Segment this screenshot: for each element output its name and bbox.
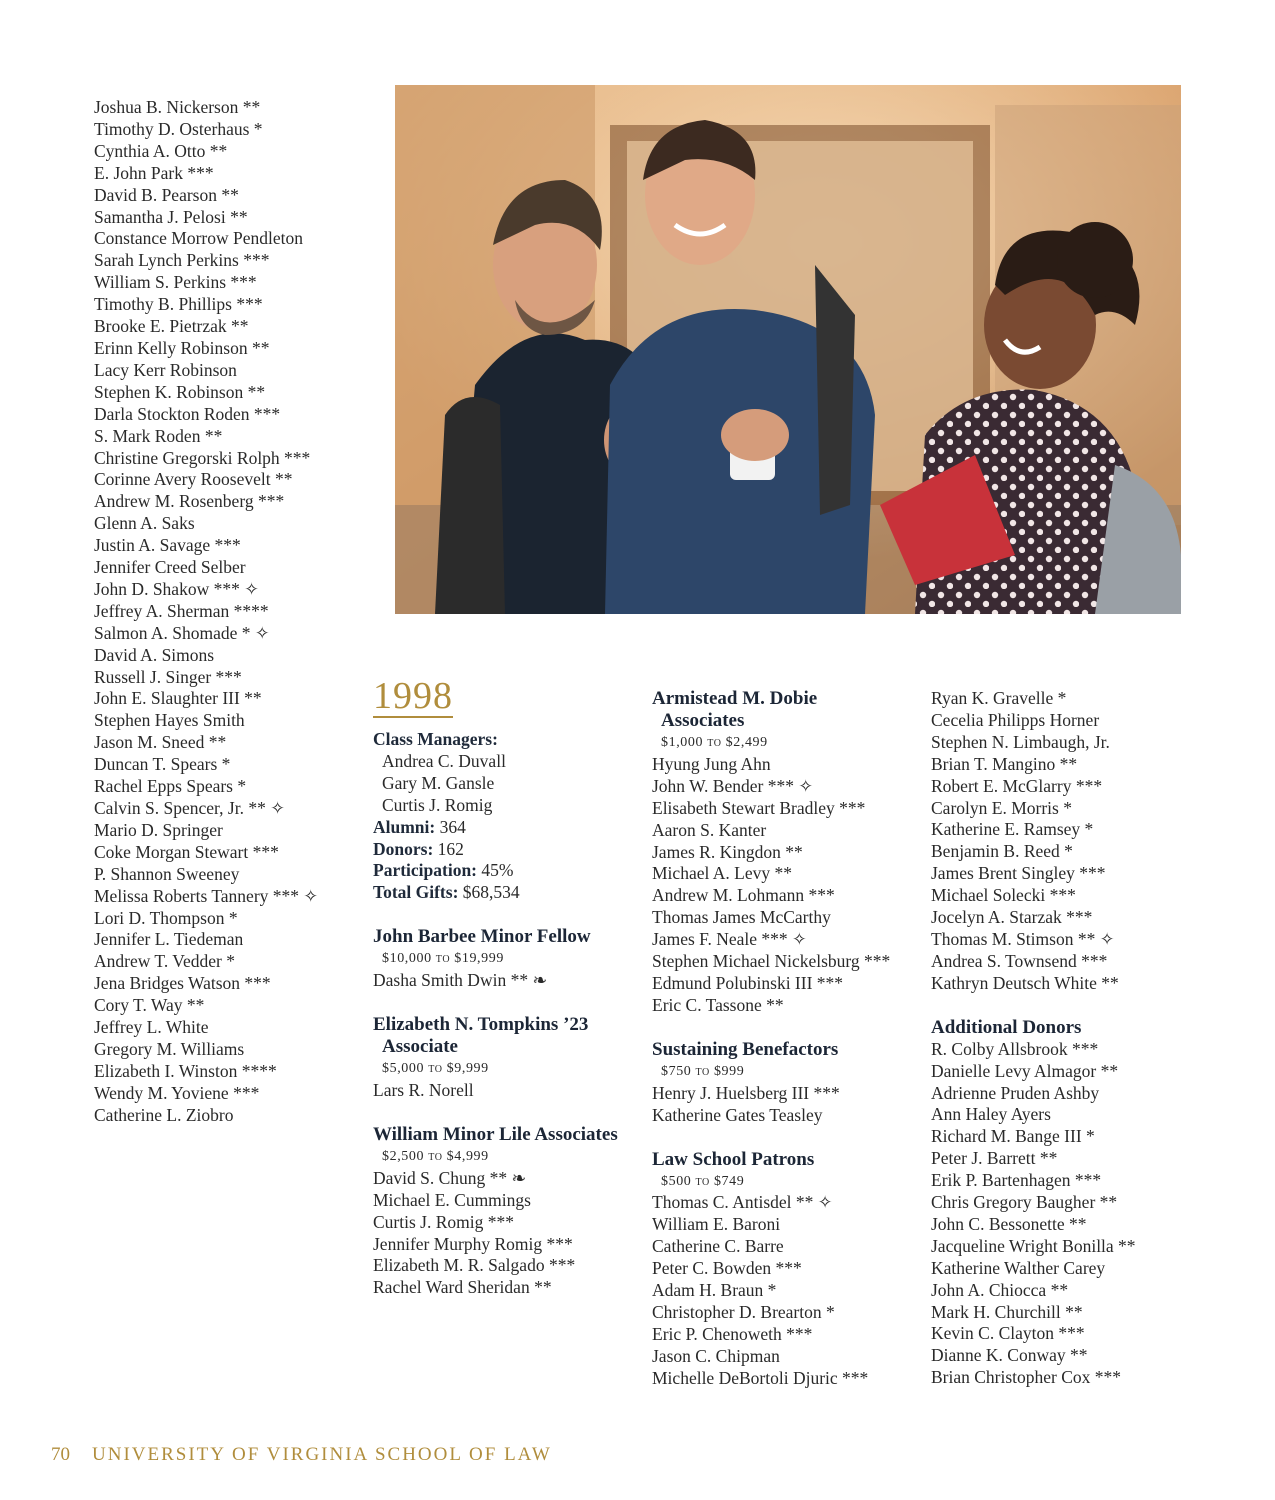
donor-name: Kathryn Deutsch White **: [931, 972, 1119, 993]
donor-name: Andrea S. Townsend ***: [931, 950, 1108, 971]
donor-name: Henry J. Huelsberg III ***: [652, 1082, 840, 1103]
group-heading-minor-fellow: John Barbee Minor Fellow: [373, 926, 591, 948]
donor-name: Katherine Walther Carey: [931, 1257, 1106, 1278]
group-heading-tompkins: [373, 1014, 635, 1058]
donor-name: Adam H. Braun *: [652, 1280, 777, 1301]
donor-name: Benjamin B. Reed *: [931, 841, 1073, 862]
gift-range-tompkins: $5,000 to $9,999: [382, 1061, 489, 1077]
donor-name: David S. Chung ** ❧: [373, 1167, 527, 1188]
donor-name: Peter J. Barrett **: [931, 1148, 1058, 1169]
donor-name: Coke Morgan Stewart ***: [94, 841, 279, 862]
donor-list-column-1: [94, 97, 344, 1127]
donor-name: Constance Morrow Pendleton: [94, 228, 303, 249]
donors-label: Donors:: [373, 838, 434, 859]
donor-name: Ann Haley Ayers: [931, 1104, 1051, 1125]
donor-name: Christine Gregorski Rolph ***: [94, 447, 311, 468]
group-heading-sustaining: Sustaining Benefactors: [652, 1038, 839, 1060]
group-list-dobie: [652, 754, 914, 1017]
donor-name: Samantha J. Pelosi **: [94, 206, 248, 227]
group-heading-tompkins-line2: Associate: [382, 1036, 458, 1058]
group-heading-patrons: Law School Patrons: [652, 1148, 815, 1170]
donor-name: Jennifer Creed Selber: [94, 557, 246, 578]
participation-stat: [373, 860, 635, 882]
donor-name: Elisabeth Stewart Bradley ***: [652, 797, 866, 818]
group-heading-dobie-line1: Armistead M. Dobie: [652, 688, 818, 709]
donor-name: Carolyn E. Morris *: [931, 797, 1072, 818]
donor-name: Brooke E. Pietrzak **: [94, 316, 249, 337]
donor-name: Rachel Ward Sheridan **: [373, 1277, 552, 1298]
donor-name: Jennifer L. Tiedeman: [94, 929, 244, 950]
donor-name: Jocelyn A. Starzak ***: [931, 907, 1093, 928]
group-heading-dobie-line2: Associates: [661, 710, 745, 731]
donor-name: Calvin S. Spencer, Jr. ** ✧: [94, 798, 285, 818]
donor-name: Katherine E. Ramsey *: [931, 819, 1094, 840]
donor-name: Andrew M. Rosenberg ***: [94, 491, 285, 512]
donor-name: Chris Gregory Baugher **: [931, 1192, 1118, 1213]
donor-name: Sarah Lynch Perkins ***: [94, 250, 270, 271]
donor-name: Andrew M. Lohmann ***: [652, 885, 835, 906]
donor-name: Peter C. Bowden ***: [652, 1258, 802, 1279]
total-gifts-value: $68,534: [462, 882, 520, 903]
donor-name: Adrienne Pruden Ashby: [931, 1082, 1100, 1103]
group-heading-additional: Additional Donors: [931, 1016, 1082, 1038]
publication-title: UNIVERSITY OF VIRGINIA SCHOOL OF LAW: [92, 1444, 552, 1465]
giving-column-4: [931, 688, 1193, 1389]
donor-name: Stephen N. Limbaugh, Jr.: [931, 731, 1110, 752]
donor-name: Eric P. Chenoweth ***: [652, 1323, 813, 1344]
students-photo: [395, 85, 1181, 614]
donor-name: Corinne Avery Roosevelt **: [94, 469, 293, 490]
donor-name: Jeffrey A. Sherman ****: [94, 600, 269, 621]
donor-name: Timothy B. Phillips ***: [94, 294, 263, 315]
donor-name: Thomas M. Stimson ** ✧: [931, 928, 1115, 949]
donor-name: Robert E. McGlarry ***: [931, 775, 1103, 796]
donor-name: Salmon A. Shomade * ✧: [94, 622, 270, 643]
donor-name: James R. Kingdon **: [652, 841, 803, 862]
donor-name: Duncan T. Spears *: [94, 754, 231, 775]
donor-name: Justin A. Savage ***: [94, 535, 241, 556]
donor-name: Eric C. Tassone **: [652, 994, 784, 1015]
donor-name: Dianne K. Conway **: [931, 1345, 1088, 1366]
donor-name: Jacqueline Wright Bonilla **: [931, 1235, 1136, 1256]
donor-name: Richard M. Bange III *: [931, 1126, 1095, 1147]
donor-name: Cory T. Way **: [94, 995, 205, 1016]
donor-name: Catherine L. Ziobro: [94, 1104, 234, 1125]
donor-name: Curtis J. Romig ***: [373, 1211, 514, 1232]
class-managers: [373, 729, 635, 904]
donor-name: Jason C. Chipman: [652, 1345, 780, 1366]
donor-name: Stephen Hayes Smith: [94, 710, 245, 731]
donor-name: Cynthia A. Otto **: [94, 140, 228, 161]
gift-range-lile: $2,500 to $4,999: [382, 1148, 489, 1164]
donor-name: Ryan K. Gravelle *: [931, 688, 1067, 708]
donor-name: William S. Perkins ***: [94, 272, 257, 293]
donor-name: Jena Bridges Watson ***: [94, 973, 271, 994]
group-list-additional: [931, 1039, 1193, 1390]
donor-name: Stephen K. Robinson **: [94, 381, 266, 402]
donors-stat: [373, 839, 635, 861]
group-list-patrons: [652, 1192, 914, 1389]
alumni-stat: [373, 817, 635, 839]
class-managers-list: [373, 751, 635, 817]
giving-column-3: [652, 688, 914, 1390]
donor-name: John A. Chiocca **: [931, 1279, 1069, 1300]
donor-name: S. Mark Roden **: [94, 425, 223, 446]
donor-name: Jennifer Murphy Romig ***: [373, 1233, 573, 1254]
group-heading-dobie: [652, 688, 914, 732]
gift-range-patrons: $500 to $749: [661, 1173, 745, 1189]
donor-name: P. Shannon Sweeney: [94, 863, 240, 884]
donor-name: Stephen Michael Nickelsburg ***: [652, 951, 891, 972]
donor-name: Glenn A. Saks: [94, 513, 195, 534]
donor-name: Russell J. Singer ***: [94, 666, 242, 687]
participation-value: 45%: [481, 860, 514, 881]
donor-name: Michael Solecki ***: [931, 885, 1076, 906]
donor-name: Gary M. Gansle: [382, 772, 495, 793]
donor-name: Wendy M. Yoviene ***: [94, 1082, 260, 1103]
donor-name: Katherine Gates Teasley: [652, 1104, 823, 1125]
donor-name: Lars R. Norell: [373, 1079, 474, 1100]
group-heading-tompkins-line1: Elizabeth N. Tompkins ’23: [373, 1014, 589, 1036]
donor-name: Aaron S. Kanter: [652, 819, 767, 840]
donor-name: Edmund Polubinski III ***: [652, 972, 844, 993]
donor-name: R. Colby Allsbrook ***: [931, 1038, 1099, 1059]
page-number: 70: [51, 1444, 70, 1465]
donor-name: David B. Pearson **: [94, 184, 239, 205]
gift-range-minor-fellow: $10,000 to $19,999: [382, 951, 504, 967]
donor-name: Elizabeth M. R. Salgado ***: [373, 1255, 576, 1276]
photo-illustration: [395, 85, 1181, 614]
class-year-heading: 1998: [373, 675, 453, 717]
donor-name: Catherine C. Barre: [652, 1236, 784, 1257]
donor-name: John E. Slaughter III **: [94, 688, 262, 709]
donor-name: Lacy Kerr Robinson: [94, 359, 237, 380]
donor-name: Cecelia Philipps Horner: [931, 709, 1100, 730]
donor-name: E. John Park ***: [94, 162, 214, 183]
donor-name: Brian T. Mangino **: [931, 753, 1078, 774]
donor-name: Thomas James McCarthy: [652, 907, 831, 928]
donor-name: Joshua B. Nickerson **: [94, 97, 261, 117]
donor-name: William E. Baroni: [652, 1214, 781, 1235]
gift-range-dobie: $1,000 to $2,499: [661, 735, 768, 750]
group-list-patrons-continued: [931, 688, 1193, 995]
donor-name: Lori D. Thompson *: [94, 907, 238, 928]
donor-name: Dasha Smith Dwin ** ❧: [373, 970, 548, 991]
donor-name: Melissa Roberts Tannery *** ✧: [94, 885, 319, 906]
donor-name: Michelle DeBortoli Djuric ***: [652, 1367, 869, 1388]
donor-name: Darla Stockton Roden ***: [94, 403, 281, 424]
gift-range-sustaining: $750 to $999: [661, 1063, 745, 1079]
donor-name: John W. Bender *** ✧: [652, 775, 813, 796]
donor-name: Jeffrey L. White: [94, 1017, 209, 1038]
total-gifts-stat: [373, 882, 635, 904]
donor-name: Timothy D. Osterhaus *: [94, 118, 263, 139]
donor-name: Jason M. Sneed **: [94, 732, 227, 753]
donor-name: Kevin C. Clayton ***: [931, 1323, 1085, 1344]
donors-value: 162: [437, 838, 464, 859]
donor-name: Andrew T. Vedder *: [94, 951, 235, 972]
donor-name: Erik P. Bartenhagen ***: [931, 1170, 1102, 1191]
alumni-value: 364: [439, 816, 466, 837]
donor-name: Thomas C. Antisdel ** ✧: [652, 1192, 833, 1213]
donor-name: John C. Bessonette **: [931, 1213, 1087, 1234]
donor-name: Michael A. Levy **: [652, 863, 792, 884]
group-heading-lile: William Minor Lile Associates: [373, 1123, 618, 1145]
donor-name: Danielle Levy Almagor **: [931, 1060, 1119, 1081]
alumni-label: Alumni:: [373, 816, 436, 837]
donor-name: Gregory M. Williams: [94, 1038, 245, 1059]
donor-name: James F. Neale *** ✧: [652, 929, 807, 950]
donor-name: Christopher D. Brearton *: [652, 1301, 835, 1322]
donor-name: Mario D. Springer: [94, 819, 223, 840]
group-list-sustaining: [652, 1083, 914, 1127]
donor-name: Curtis J. Romig: [382, 794, 493, 815]
donor-name: James Brent Singley ***: [931, 863, 1106, 884]
group-list-minor-fellow: [373, 970, 635, 992]
donor-name: Erinn Kelly Robinson **: [94, 337, 270, 358]
donor-name: Elizabeth I. Winston ****: [94, 1060, 277, 1081]
donor-name: David A. Simons: [94, 644, 215, 665]
class-1998-column: [373, 676, 635, 1299]
group-list-lile: [373, 1168, 635, 1299]
participation-label: Participation:: [373, 860, 478, 881]
donor-name: Andrea C. Duvall: [382, 750, 506, 771]
donor-name: John D. Shakow *** ✧: [94, 578, 259, 599]
donor-name: Michael E. Cummings: [373, 1189, 531, 1210]
group-list-tompkins: [373, 1080, 635, 1102]
donor-name: Brian Christopher Cox ***: [931, 1367, 1122, 1388]
donor-name: Rachel Epps Spears *: [94, 776, 247, 797]
donor-name: Hyung Jung Ahn: [652, 753, 771, 774]
page-footer: [51, 1444, 552, 1466]
donor-name: Mark H. Churchill **: [931, 1301, 1083, 1322]
total-gifts-label: Total Gifts:: [373, 882, 459, 903]
class-managers-label: Class Managers:: [373, 729, 498, 749]
